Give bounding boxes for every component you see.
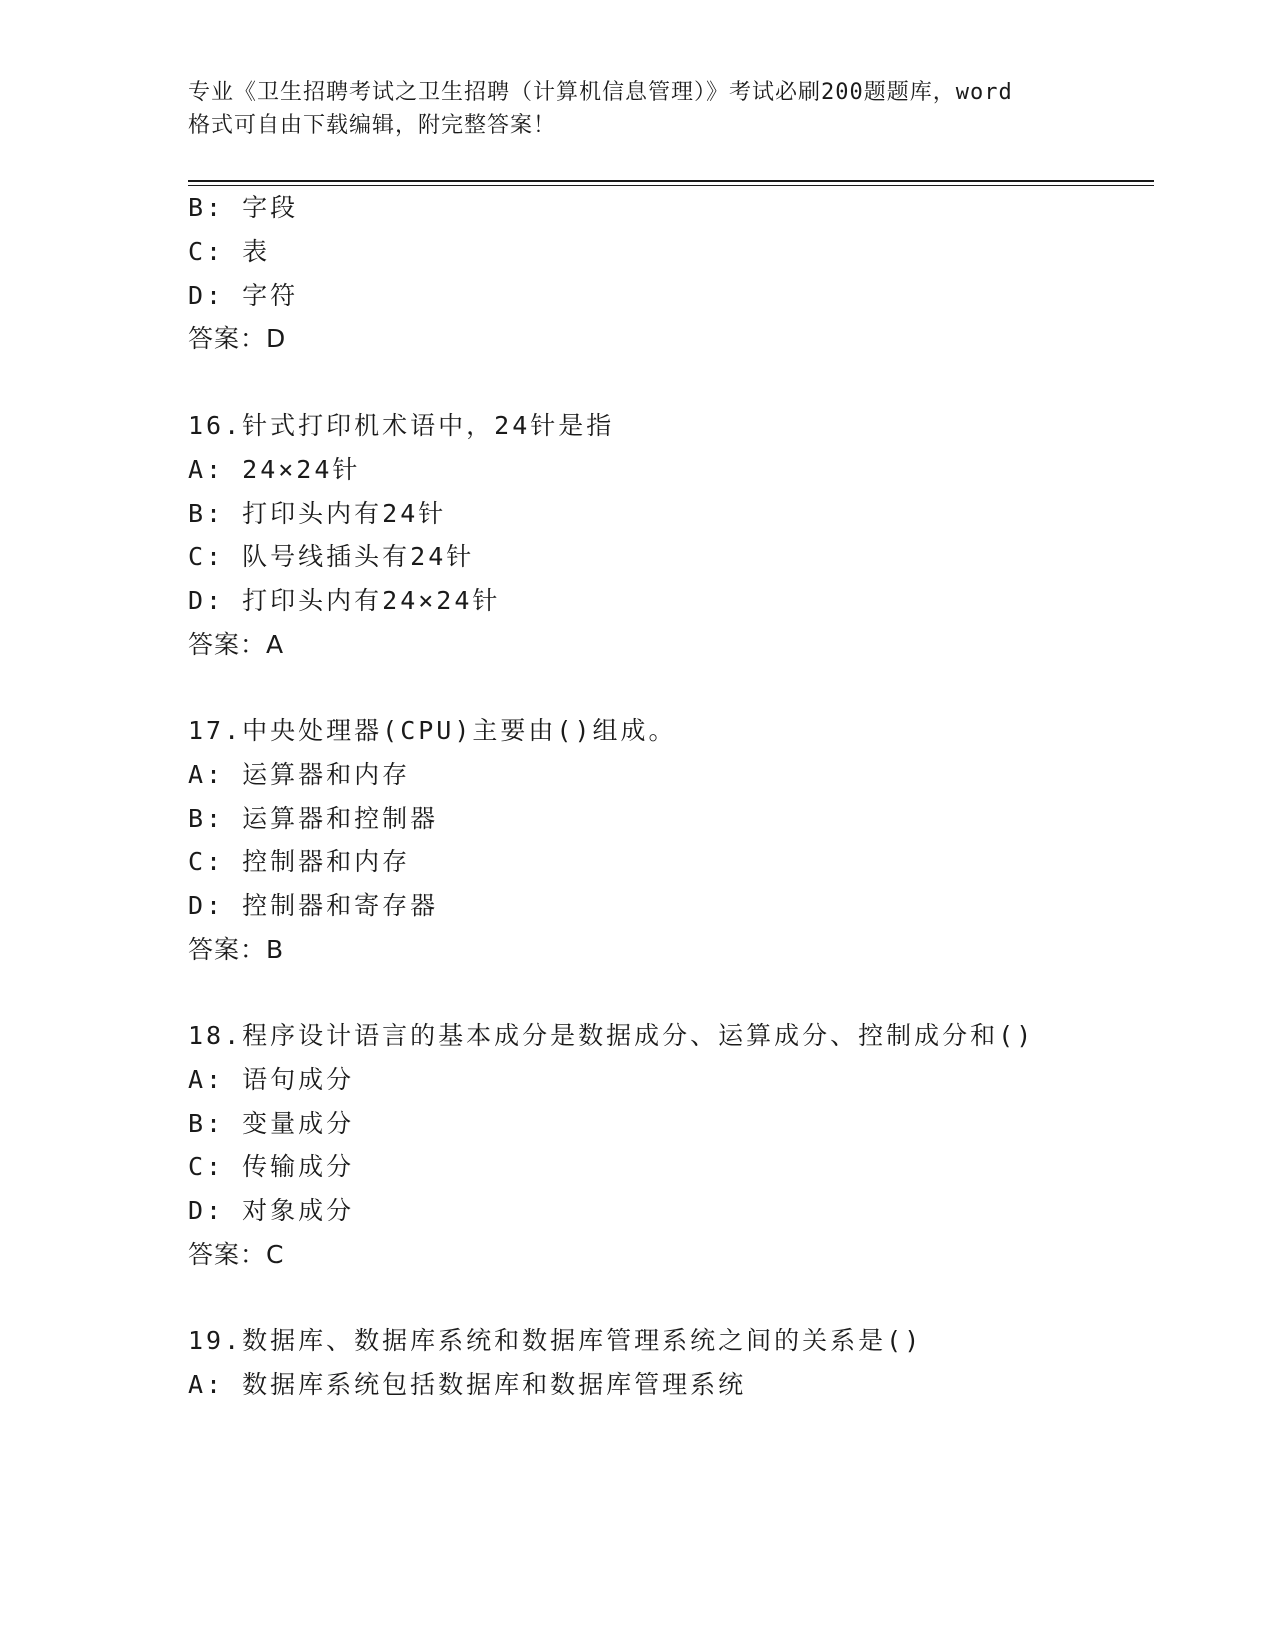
question-18-option-d: D: 对象成分 xyxy=(188,1196,355,1225)
question-16-option-b: B: 打印头内有24针 xyxy=(188,499,447,528)
question-18-answer: 答案：C xyxy=(188,1240,285,1269)
question-19-stem: 19.数据库、数据库系统和数据库管理系统之间的关系是() xyxy=(188,1326,923,1355)
question-16-option-d: D: 打印头内有24×24针 xyxy=(188,586,501,615)
question-18-option-c: C: 传输成分 xyxy=(188,1152,355,1181)
question-16-stem: 16.针式打印机术语中，24针是指 xyxy=(188,411,615,440)
document-header xyxy=(188,76,1088,142)
question-18-option-b: B: 变量成分 xyxy=(188,1109,355,1138)
question-18-stem: 18.程序设计语言的基本成分是数据成分、运算成分、控制成分和() xyxy=(188,1021,1035,1050)
header-divider-thick xyxy=(188,180,1154,182)
prev-answer: 答案：D xyxy=(188,324,287,353)
question-17-answer: 答案：B xyxy=(188,935,285,964)
question-17-option-d: D: 控制器和寄存器 xyxy=(188,891,439,920)
question-17-option-b: B: 运算器和控制器 xyxy=(188,804,439,833)
header-title-line2: 格式可自由下载编辑，附完整答案！ xyxy=(188,113,557,138)
header-title-line1: 专业《卫生招聘考试之卫生招聘（计算机信息管理）》考试必刷200题题库，word xyxy=(188,80,1013,105)
question-19-option-a: A: 数据库系统包括数据库和数据库管理系统 xyxy=(188,1370,747,1399)
prev-option-c: C: 表 xyxy=(188,237,271,266)
question-16-option-a: A: 24×24针 xyxy=(188,455,361,484)
question-17-option-c: C: 控制器和内存 xyxy=(188,847,411,876)
question-17-stem: 17.中央处理器(CPU)主要由()组成。 xyxy=(188,716,677,745)
question-18-option-a: A: 语句成分 xyxy=(188,1065,355,1094)
question-16-option-c: C: 队号线插头有24针 xyxy=(188,542,475,571)
prev-option-b: B: 字段 xyxy=(188,193,299,222)
question-16-answer: 答案：A xyxy=(188,630,285,659)
question-17-option-a: A: 运算器和内存 xyxy=(188,760,411,789)
header-divider-thin xyxy=(188,185,1154,186)
prev-option-d: D: 字符 xyxy=(188,281,299,310)
